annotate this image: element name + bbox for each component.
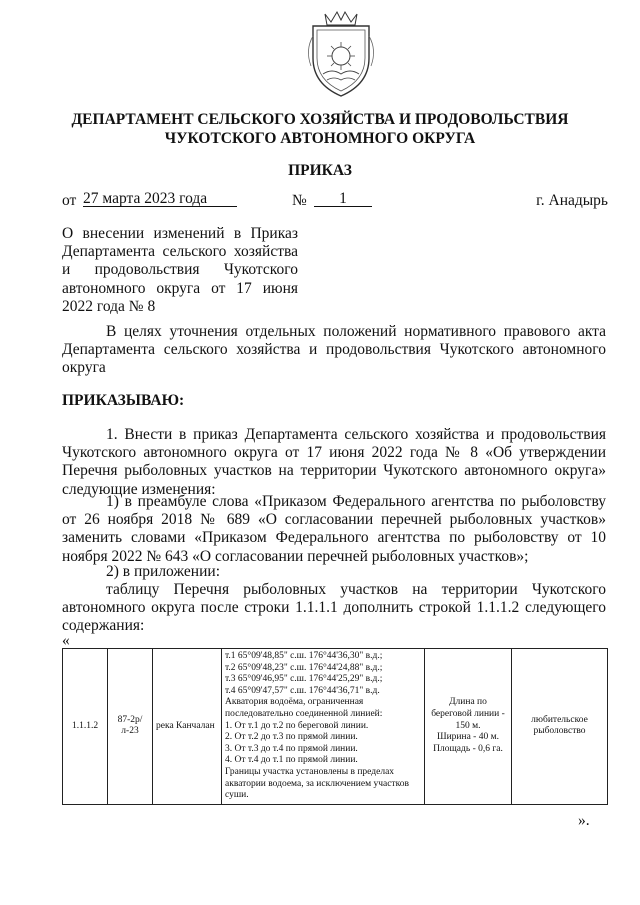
coat-of-arms-emblem: [299, 6, 383, 102]
paragraph-1: 1. Внести в приказ Департамента сельского хозяйства и продовольствия Чукотского автономного округа от 17 июня 2022 года № 8 «Об утверждении Перечня рыболовных участков на территории Чукотского автономного округа» следующие изменения:: [62, 426, 606, 498]
paragraph-1-1: 1) в преамбуле слова «Приказом Федерального агентства по рыболовству от 26 ноября 2018 № 689 «О согласовании перечней рыболовных участков» заменить словами «Приказом Федерального агентства по рыболовству от 10 ноября 2022 № 643 «О согласовании перечней рыболовных участков»;: [62, 493, 606, 565]
row-boundary-cell: [222, 649, 425, 805]
boundary-description-line: Акватория водоёма, ограниченная последовательно соединенной линией:: [225, 697, 383, 719]
document-number: 1: [314, 191, 372, 207]
paragraph-table-instruction: таблицу Перечня рыболовных участков на территории Чукотского автономного округа после строки 1.1.1.1 дополнить строкой 1.1.1.2 следующего содержания:: [62, 581, 606, 635]
fishing-sites-table: [62, 648, 608, 805]
row-fishing-type-cell: любительское рыболовство: [512, 649, 608, 805]
table-row: [63, 649, 608, 805]
size-line: Ширина - 40 м.: [437, 732, 499, 743]
boundary-description-line: 3. От т.3 до т.4 по прямой линии.: [225, 743, 358, 754]
size-line: Длина по береговой линии - 150 м.: [431, 697, 505, 731]
coord-line: т.1 65°09'48,85" с.ш. 176°44'36,30" в.д.;: [225, 651, 383, 661]
row-size-cell: [425, 649, 512, 805]
row-code-cell: 87-2р/л-23: [108, 649, 153, 805]
row-number-cell: 1.1.1.2: [63, 649, 108, 805]
row-water-body-cell: река Канчалан: [153, 649, 222, 805]
coord-line: т.2 65°09'48,23" с.ш. 176°44'24,88" в.д.;: [225, 662, 383, 673]
document-title: ПРИКАЗ: [288, 162, 352, 179]
orders-heading: ПРИКАЗЫВАЮ:: [62, 392, 185, 409]
boundary-description-line: 4. От т.4 до т.1 по прямой линии.: [225, 755, 358, 766]
size-line: Площадь - 0,6 га.: [433, 743, 503, 754]
date-prefix: от: [62, 192, 77, 209]
boundary-description-line: Границы участка установлены в пределах акватории водоема, за исключением участков суши.: [225, 766, 409, 801]
coord-line: т.4 65°09'47,57" с.ш. 176°44'36,71" в.д.: [225, 685, 380, 696]
quote-close-mark: ».: [578, 812, 590, 829]
org-name-line-2: ЧУКОТСКОГО АВТОНОМНОГО ОКРУГА: [164, 130, 476, 147]
coord-line: т.3 65°09'46,95" с.ш. 176°44'25,29" в.д.;: [225, 674, 383, 685]
document-subject: О внесении изменений в Приказ Департамента сельского хозяйства и продовольствия Чукотского автономного округа от 17 июня 2022 года № 8: [62, 225, 298, 315]
document-city: г. Анадырь: [536, 192, 608, 209]
org-name-line-1: ДЕПАРТАМЕНТ СЕЛЬСКОГО ХОЗЯЙСТВА И ПРОДОВОЛЬСТВИЯ: [71, 111, 569, 128]
document-date: 27 марта 2023 года: [83, 191, 237, 207]
quote-open-mark: «: [62, 632, 70, 649]
paragraph-1-2: 2) в приложении:: [106, 563, 220, 580]
boundary-description-line: 2. От т.2 до т.3 по прямой линии.: [225, 732, 358, 743]
preamble-paragraph: В целях уточнения отдельных положений нормативного правового акта Департамента сельского хозяйства и продовольствия Чукотского автономного округа: [62, 323, 606, 377]
boundary-description-line: 1. От т.1 до т.2 по береговой линии.: [225, 720, 369, 731]
number-label: №: [292, 192, 307, 209]
